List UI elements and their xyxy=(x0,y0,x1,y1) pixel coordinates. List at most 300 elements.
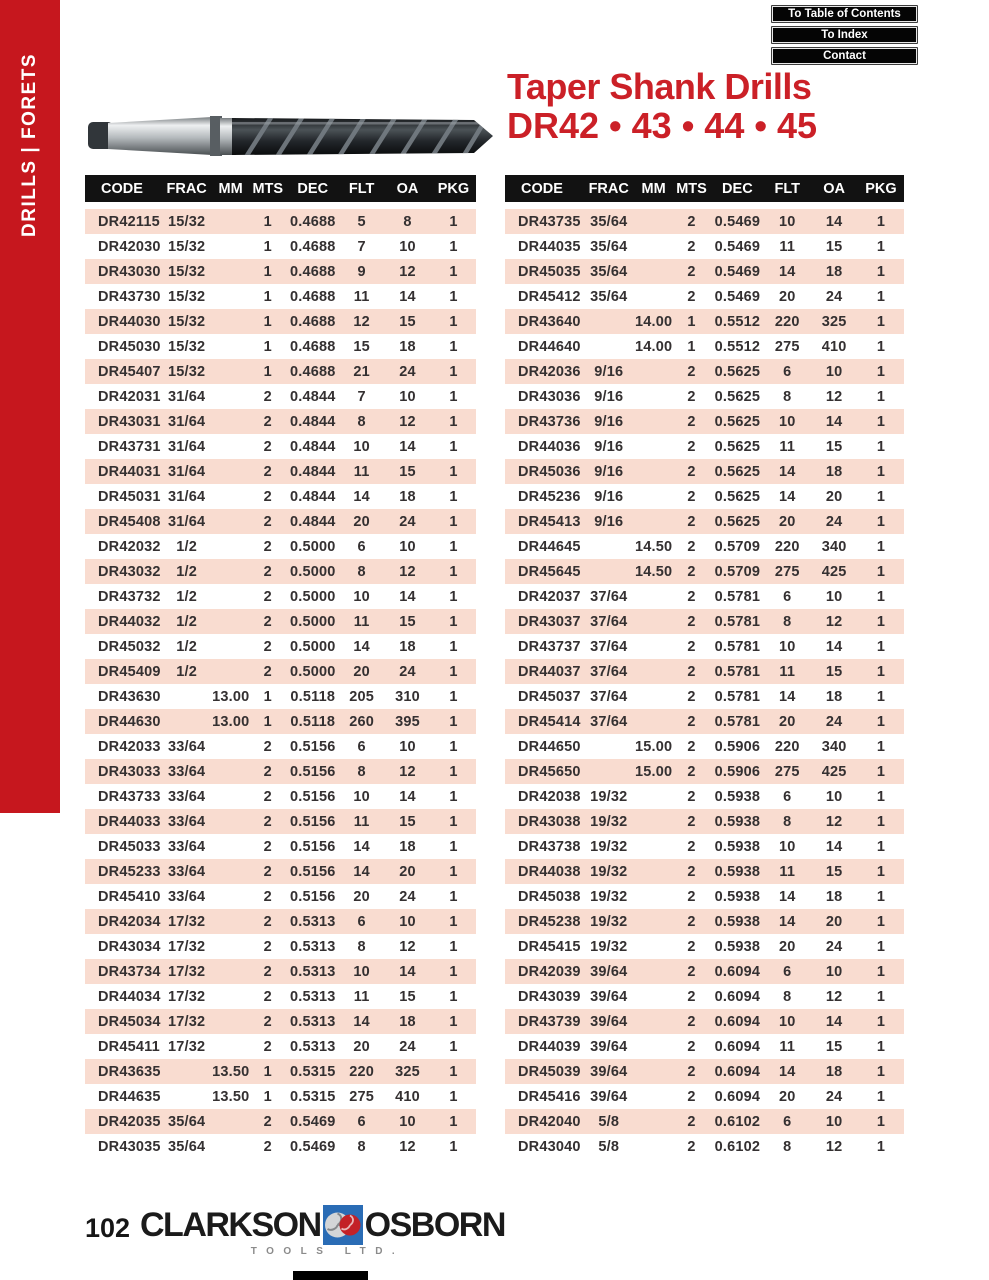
cell: 1 xyxy=(876,688,886,705)
cell: 18 xyxy=(825,1063,843,1080)
to-table-of-contents-button[interactable]: To Table of Contents xyxy=(771,5,918,23)
drill-table-right xyxy=(505,175,904,1159)
cell: 12 xyxy=(825,988,843,1005)
cell: 20 xyxy=(399,863,416,880)
cell: 8 xyxy=(783,988,792,1005)
table-row xyxy=(85,559,476,584)
cell: 19/32 xyxy=(590,788,628,805)
table-row xyxy=(85,1084,476,1109)
cell: 0.5469 xyxy=(714,238,761,255)
cell: 2 xyxy=(687,388,696,405)
cell: 19/32 xyxy=(590,838,628,855)
cell: 13.50 xyxy=(212,1063,250,1080)
table-row xyxy=(85,734,476,759)
cell: 6 xyxy=(783,963,792,980)
cell: 15 xyxy=(399,313,416,330)
cell: DR45414 xyxy=(518,713,581,730)
cell: 0.5156 xyxy=(289,813,336,830)
cell: 0.4844 xyxy=(289,513,336,530)
cell: 2 xyxy=(263,588,272,605)
cell: 10 xyxy=(825,363,843,380)
cell: 1 xyxy=(449,413,458,430)
cell: 14 xyxy=(399,788,416,805)
table-row xyxy=(505,809,904,834)
cell: 0.5938 xyxy=(714,913,761,930)
cell: 31/64 xyxy=(168,388,206,405)
cell: 410 xyxy=(395,1088,420,1105)
cell: DR44645 xyxy=(518,538,581,555)
cell: 1 xyxy=(263,288,272,305)
cell: 10 xyxy=(353,788,370,805)
cell: 2 xyxy=(687,538,696,555)
cell: 2 xyxy=(687,213,696,230)
cell: DR45412 xyxy=(518,288,581,305)
table-row xyxy=(85,334,476,359)
cell: 0.5469 xyxy=(714,288,761,305)
table-row xyxy=(505,759,904,784)
table-row xyxy=(85,534,476,559)
cell: DR42034 xyxy=(98,913,161,930)
cell: 220 xyxy=(774,738,800,755)
cell: 1/2 xyxy=(176,638,198,655)
cell: DR43032 xyxy=(98,563,161,580)
cell: DR45415 xyxy=(518,938,581,955)
cell: 0.5313 xyxy=(289,938,336,955)
table-row xyxy=(505,909,904,934)
cell: 10 xyxy=(399,913,416,930)
cell: 0.5156 xyxy=(289,863,336,880)
cell: 1 xyxy=(876,663,886,680)
cell: 0.5156 xyxy=(289,763,336,780)
cell: 14.50 xyxy=(634,563,673,580)
cell: 6 xyxy=(783,1113,792,1130)
cell: 20 xyxy=(353,1038,370,1055)
cell: 12 xyxy=(825,1138,843,1155)
cell: DR43040 xyxy=(518,1138,581,1155)
cell: 1 xyxy=(449,888,458,905)
cell: 24 xyxy=(399,888,416,905)
table-row xyxy=(85,1034,476,1059)
cell: 1/2 xyxy=(176,538,198,555)
cell: 0.6094 xyxy=(714,988,761,1005)
cell: DR43635 xyxy=(98,1063,161,1080)
cell: 15/32 xyxy=(168,288,206,305)
cell: 0.5313 xyxy=(289,1013,336,1030)
cell: DR42037 xyxy=(518,588,581,605)
cell: 14 xyxy=(399,288,416,305)
logo-word-osborn: OSBORN xyxy=(364,1206,505,1244)
column-header-mm: MM xyxy=(218,180,243,197)
cell: 0.4844 xyxy=(289,413,336,430)
cell: 0.5781 xyxy=(714,713,761,730)
cell: 1 xyxy=(876,713,886,730)
table-row xyxy=(85,234,476,259)
cell: 10 xyxy=(825,1113,843,1130)
cell: 35/64 xyxy=(590,288,628,305)
cell: 2 xyxy=(263,988,272,1005)
cell: 19/32 xyxy=(590,913,628,930)
cell: 24 xyxy=(399,1038,416,1055)
cell: 2 xyxy=(687,938,696,955)
cell: 2 xyxy=(263,663,272,680)
cell: 2 xyxy=(263,938,272,955)
cell: DR45409 xyxy=(98,663,161,680)
cell: 0.5938 xyxy=(714,888,761,905)
cell: 1 xyxy=(449,613,458,630)
cell: 17/32 xyxy=(168,938,206,955)
table-row xyxy=(85,609,476,634)
cell: 8 xyxy=(783,388,792,405)
cell: 12 xyxy=(353,313,370,330)
cell: 12 xyxy=(399,763,416,780)
cell: 1 xyxy=(876,738,886,755)
cell: 1 xyxy=(876,613,886,630)
cell: 14 xyxy=(353,838,370,855)
column-header-mts: MTS xyxy=(252,180,284,197)
cell: DR43732 xyxy=(98,588,161,605)
cell: 17/32 xyxy=(168,963,206,980)
cell: 15/32 xyxy=(168,213,206,230)
table-row xyxy=(505,409,904,434)
cell: 2 xyxy=(263,613,272,630)
page-number: 102 xyxy=(85,1213,131,1243)
cell: 2 xyxy=(687,263,696,280)
table-row xyxy=(85,1009,476,1034)
cell: 1 xyxy=(876,838,886,855)
cell: 24 xyxy=(399,663,416,680)
cell: 1 xyxy=(876,488,886,505)
cell: 18 xyxy=(825,888,843,905)
cell: 1 xyxy=(263,713,272,730)
cell: 1 xyxy=(449,1063,458,1080)
table-row xyxy=(505,1034,904,1059)
cell: DR43033 xyxy=(98,763,161,780)
cell: DR42036 xyxy=(518,363,581,380)
cell: 0.5938 xyxy=(714,788,761,805)
cell: 21 xyxy=(353,363,370,380)
cell: 1 xyxy=(263,213,272,230)
cell: 35/64 xyxy=(168,1113,206,1130)
cell: 1 xyxy=(449,213,458,230)
cell: 9/16 xyxy=(594,388,624,405)
cell: 0.5906 xyxy=(714,763,761,780)
cell: 0.5156 xyxy=(289,838,336,855)
cell: 1 xyxy=(449,1013,458,1030)
cell: 1/2 xyxy=(176,588,198,605)
cell: 20 xyxy=(778,713,796,730)
logo-word-clarkson: CLARKSON xyxy=(140,1206,321,1244)
table-row xyxy=(85,209,476,234)
cell: DR45036 xyxy=(518,463,581,480)
cell: 18 xyxy=(399,638,416,655)
table-row xyxy=(505,1134,904,1159)
table-row xyxy=(85,784,476,809)
cell: 0.5938 xyxy=(714,863,761,880)
cell: 15 xyxy=(353,338,370,355)
table-row xyxy=(85,584,476,609)
cell: 1 xyxy=(876,463,886,480)
cell: 1 xyxy=(876,563,886,580)
cell: 0.5315 xyxy=(289,1063,336,1080)
cell: 2 xyxy=(687,413,696,430)
cell: 1 xyxy=(876,1088,886,1105)
cell: 13.00 xyxy=(212,688,250,705)
cell: 2 xyxy=(687,288,696,305)
cell: DR43739 xyxy=(518,1013,581,1030)
cell: 1 xyxy=(876,263,886,280)
cell: 15 xyxy=(399,613,416,630)
cell: 15 xyxy=(825,1038,843,1055)
cell: 0.5000 xyxy=(289,563,336,580)
cell: 14 xyxy=(778,913,796,930)
cell: 11 xyxy=(353,613,370,630)
column-header-dec: DEC xyxy=(297,180,329,197)
cell: DR43734 xyxy=(98,963,161,980)
cell: 310 xyxy=(395,688,420,705)
cell: 1 xyxy=(876,1013,886,1030)
cell: 1 xyxy=(876,363,886,380)
cell: DR42040 xyxy=(518,1113,581,1130)
cell: 1 xyxy=(876,813,886,830)
cell: 2 xyxy=(263,863,272,880)
cell: 1 xyxy=(449,663,458,680)
cell: 10 xyxy=(778,638,796,655)
contact-button[interactable]: Contact xyxy=(771,47,918,65)
cell: DR43034 xyxy=(98,938,161,955)
nav-button-stack xyxy=(771,5,918,65)
cell: 1 xyxy=(876,238,886,255)
cell: DR43731 xyxy=(98,438,161,455)
cell: 15 xyxy=(399,988,416,1005)
cell: DR44038 xyxy=(518,863,581,880)
cell: 24 xyxy=(825,938,843,955)
cell: 10 xyxy=(778,1013,796,1030)
column-header-code: CODE xyxy=(101,180,143,197)
cell: 2 xyxy=(263,513,272,530)
table-row xyxy=(85,759,476,784)
cell: DR45031 xyxy=(98,488,161,505)
cell: DR44630 xyxy=(98,713,161,730)
cell: DR43039 xyxy=(518,988,581,1005)
cell: 2 xyxy=(263,1113,272,1130)
cell: 1 xyxy=(876,938,886,955)
cell: 0.5469 xyxy=(289,1138,336,1155)
cell: 37/64 xyxy=(590,713,628,730)
to-index-button[interactable]: To Index xyxy=(771,26,918,44)
cell: 39/64 xyxy=(590,1038,628,1055)
cell: 1 xyxy=(449,788,458,805)
table-row xyxy=(85,884,476,909)
table-row xyxy=(505,484,904,509)
cell: 2 xyxy=(263,788,272,805)
cell: 2 xyxy=(263,563,272,580)
table-row xyxy=(505,609,904,634)
cell: 24 xyxy=(825,288,843,305)
cell: 2 xyxy=(687,1113,696,1130)
table-row xyxy=(85,634,476,659)
cell: 1/2 xyxy=(176,563,198,580)
cell: DR45033 xyxy=(98,838,161,855)
table-row xyxy=(85,1134,476,1159)
logo-subtitle: TOOLS LTD. xyxy=(250,1246,405,1257)
cell: DR43038 xyxy=(518,813,581,830)
cell: 6 xyxy=(357,538,366,555)
cell: 15/32 xyxy=(168,338,206,355)
table-row xyxy=(505,284,904,309)
cell: 2 xyxy=(263,438,272,455)
table-row xyxy=(85,859,476,884)
table-row xyxy=(85,384,476,409)
cell: 37/64 xyxy=(590,638,628,655)
table-row xyxy=(505,784,904,809)
cell: 1 xyxy=(876,988,886,1005)
cell: 2 xyxy=(687,1013,696,1030)
cell: 19/32 xyxy=(590,938,628,955)
column-header-dec: DEC xyxy=(722,180,753,197)
cell: 12 xyxy=(825,613,843,630)
cell: 1 xyxy=(876,313,886,330)
cell: 39/64 xyxy=(590,988,628,1005)
cell: 10 xyxy=(825,963,843,980)
page-title-line2: DR42 • 43 • 44 • 45 xyxy=(507,104,817,146)
cell: 2 xyxy=(687,788,696,805)
cell: 1 xyxy=(876,438,886,455)
table-row xyxy=(505,359,904,384)
cell: 6 xyxy=(783,588,792,605)
cell: 0.5906 xyxy=(714,738,761,755)
cell: 0.5625 xyxy=(714,513,761,530)
cell: DR44039 xyxy=(518,1038,581,1055)
cell: 11 xyxy=(779,438,796,455)
cell: 2 xyxy=(687,1138,696,1155)
cell: 1 xyxy=(263,688,272,705)
cell: 10 xyxy=(778,413,796,430)
cell: 2 xyxy=(687,913,696,930)
cell: 1 xyxy=(449,338,458,355)
table-row xyxy=(85,834,476,859)
cell: 10 xyxy=(353,588,370,605)
cell: DR44035 xyxy=(518,238,581,255)
cell: 20 xyxy=(353,663,370,680)
cell: 0.5469 xyxy=(714,213,761,230)
cell: 340 xyxy=(821,738,847,755)
cell: DR44030 xyxy=(98,313,161,330)
cell: 9 xyxy=(357,263,366,280)
cell: DR45408 xyxy=(98,513,161,530)
cell: 35/64 xyxy=(590,213,628,230)
cell: 0.5313 xyxy=(289,913,336,930)
cell: 0.5709 xyxy=(714,538,761,555)
cell: 0.6094 xyxy=(714,1038,761,1055)
cell: 14 xyxy=(353,638,370,655)
cell: 2 xyxy=(263,913,272,930)
cell: 10 xyxy=(825,588,843,605)
cell: 5 xyxy=(357,213,366,230)
cell: 15 xyxy=(399,463,416,480)
cell: 1 xyxy=(687,313,696,330)
cell: 2 xyxy=(687,588,696,605)
cell: 14.50 xyxy=(634,538,673,555)
cell: 1 xyxy=(876,1038,886,1055)
cell: 1/2 xyxy=(176,663,198,680)
cell: 1 xyxy=(876,1063,886,1080)
cell: 1 xyxy=(876,288,886,305)
cell: 275 xyxy=(349,1088,374,1105)
table-row xyxy=(505,709,904,734)
cell: 0.5781 xyxy=(714,638,761,655)
cell: DR44033 xyxy=(98,813,161,830)
cell: DR45407 xyxy=(98,363,161,380)
cell: 31/64 xyxy=(168,488,206,505)
cell: 18 xyxy=(825,463,843,480)
cell: 0.5625 xyxy=(714,463,761,480)
cell: DR43030 xyxy=(98,263,161,280)
taper-shank-drill-image xyxy=(86,99,496,169)
table-row xyxy=(85,359,476,384)
cell: 15 xyxy=(399,813,416,830)
cell: 1 xyxy=(876,588,886,605)
cell: DR45416 xyxy=(518,1088,581,1105)
cell: 1 xyxy=(263,363,272,380)
column-header-code: CODE xyxy=(521,180,563,197)
cell: DR42038 xyxy=(518,788,581,805)
cell: 14.00 xyxy=(634,338,673,355)
table-row xyxy=(505,1109,904,1134)
table-row xyxy=(85,309,476,334)
cell: DR42115 xyxy=(98,213,160,230)
cell: 14 xyxy=(778,688,796,705)
table-row xyxy=(505,1084,904,1109)
cell: 0.6102 xyxy=(714,1113,761,1130)
cell: 1 xyxy=(449,938,458,955)
cell: 10 xyxy=(399,238,416,255)
cell: 1 xyxy=(449,488,458,505)
cell: 18 xyxy=(825,688,843,705)
cell: 9/16 xyxy=(594,363,624,380)
table-row xyxy=(505,534,904,559)
cell: 2 xyxy=(263,888,272,905)
cell: 33/64 xyxy=(168,788,206,805)
cell: 14 xyxy=(778,888,796,905)
cell: 1 xyxy=(449,513,458,530)
cell: DR45413 xyxy=(518,513,581,530)
cell: DR45410 xyxy=(98,888,161,905)
column-header-pkg: PKG xyxy=(437,180,470,197)
cell: DR43037 xyxy=(518,613,581,630)
cell: 0.5625 xyxy=(714,413,761,430)
cell: 2 xyxy=(687,688,696,705)
cell: 6 xyxy=(357,1113,366,1130)
cell: DR44640 xyxy=(518,338,581,355)
cell: 2 xyxy=(687,963,696,980)
cell: 395 xyxy=(395,713,420,730)
cell: 20 xyxy=(353,513,370,530)
cell: 1 xyxy=(876,788,886,805)
cell: 10 xyxy=(778,838,796,855)
cell: 14 xyxy=(399,963,416,980)
cell: DR43730 xyxy=(98,288,161,305)
cell: 0.4688 xyxy=(289,338,336,355)
cell: 8 xyxy=(357,563,366,580)
cell: 1 xyxy=(876,763,886,780)
cell: 205 xyxy=(349,688,374,705)
cell: DR43735 xyxy=(518,213,581,230)
cell: DR43640 xyxy=(518,313,581,330)
cell: 18 xyxy=(825,263,843,280)
cell: 31/64 xyxy=(168,413,206,430)
cell: 37/64 xyxy=(590,663,628,680)
cell: 1 xyxy=(263,263,272,280)
